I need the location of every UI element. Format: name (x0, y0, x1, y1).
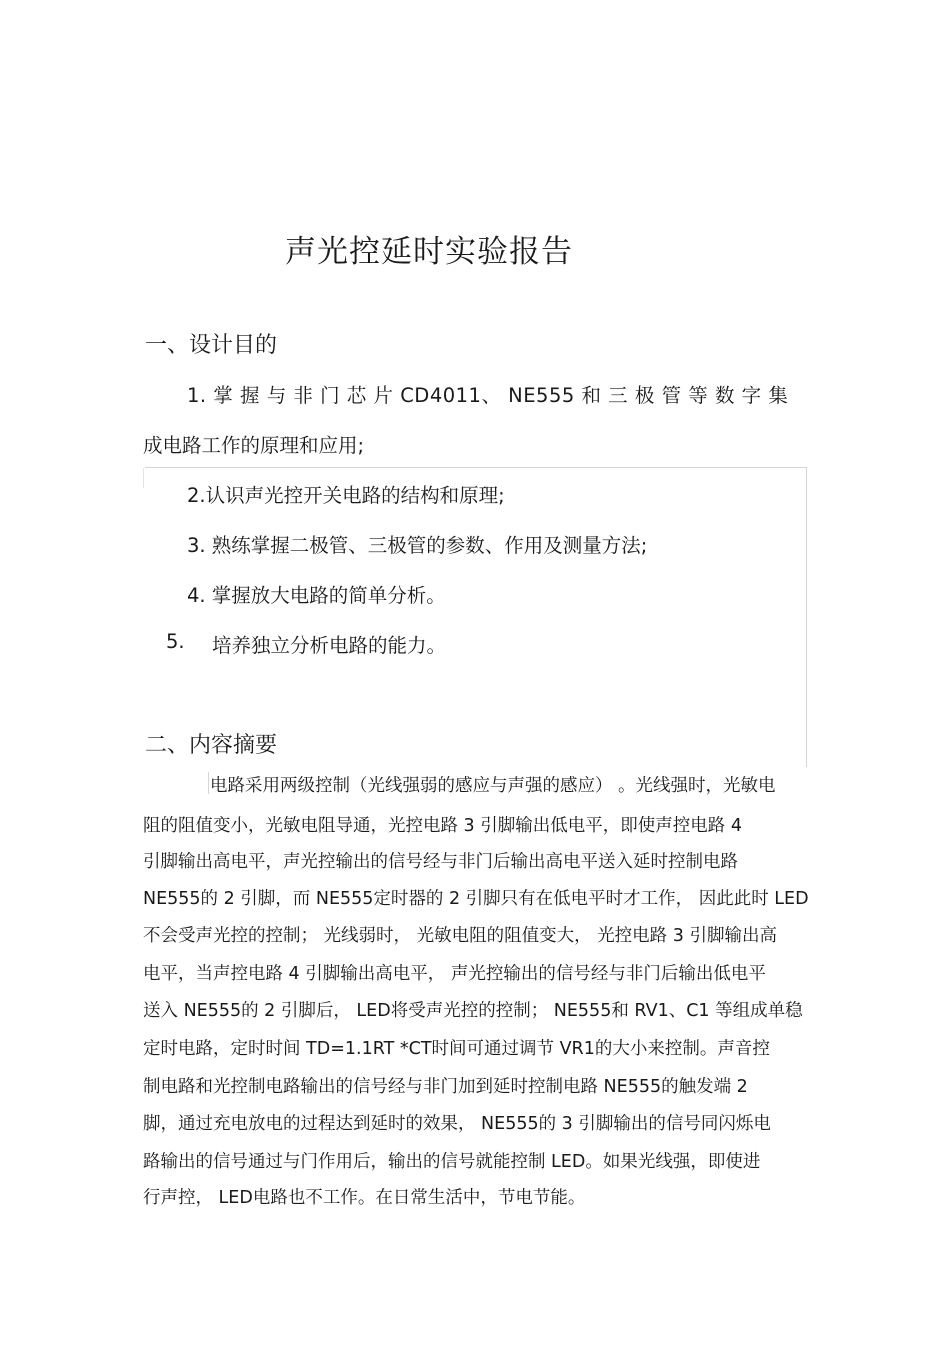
purpose-item-1-line-1: 1. 掌 握 与 非 门 芯 片 CD4011、 NE555 和 三 极 管 等 数 字 集 (187, 384, 789, 407)
purpose-item-2: 2.认识声光控开关电路的结构和原理; (187, 484, 505, 507)
text-frame-right-border (806, 467, 807, 767)
summary-line-1: 电路采用两级控制（光线强弱的感应与声强的感应） 。光线强时，光敏电 (210, 776, 776, 796)
summary-line-9: 制电路和光控制电路输出的信号经与非门加到延时控制电路 NE555的触发端 2 (143, 1077, 748, 1097)
summary-line-5: 不会受声光控的控制； 光线弱时， 光敏电阻的阻值变大， 光控电路 3 引脚输出高 (143, 926, 777, 946)
section-heading-purpose: 一、设计目的 (145, 333, 278, 358)
text-frame-top-border (145, 467, 807, 468)
page-title: 声光控延时实验报告 (285, 234, 573, 270)
summary-line-6: 电平，当声控电路 4 引脚输出高电平， 声光控输出的信号经与非门后输出低电平 (143, 964, 766, 984)
section-heading-summary: 二、内容摘要 (145, 733, 278, 758)
text-frame-left-border (143, 468, 144, 488)
summary-line-12: 行声控， LED电路也不工作。在日常生活中，节电节能。 (143, 1188, 586, 1208)
purpose-item-1-line-2: 成电路工作的原理和应用; (143, 434, 365, 457)
summary-line-4: NE555的 2 引脚，而 NE555定时器的 2 引脚只有在低电平时才工作， 因此此时 LED (143, 889, 809, 909)
purpose-item-5-text: 培养独立分析电路的能力。 (212, 634, 447, 657)
summary-line-11: 路输出的信号通过与门作用后，输出的信号就能控制 LED。如果光线强，即使进 (143, 1152, 761, 1172)
summary-line-8: 定时电路，定时时间 TD=1.1RT *CT时间可通过调节 VR1的大小来控制。声音控 (143, 1039, 770, 1059)
summary-line-2: 阻的阻值变小，光敏电阻导通，光控电路 3 引脚输出低电平，即使声控电路 4 (143, 816, 742, 836)
purpose-item-5-number: 5. (166, 630, 185, 653)
summary-line-7: 送入 NE555的 2 引脚后， LED将受声光控的控制； NE555和 RV1、C1 等组成单稳 (143, 1001, 803, 1021)
text-cursor-line (208, 772, 209, 794)
purpose-item-4: 4. 掌握放大电路的简单分析。 (187, 584, 446, 607)
summary-line-10: 脚，通过充电放电的过程达到延时的效果， NE555的 3 引脚输出的信号同闪烁电 (143, 1114, 771, 1134)
summary-line-3: 引脚输出高电平，声光控输出的信号经与非门后输出高电平送入延时控制电路 (143, 852, 738, 872)
purpose-item-3: 3. 熟练掌握二极管、三极管的参数、作用及测量方法; (187, 534, 648, 557)
